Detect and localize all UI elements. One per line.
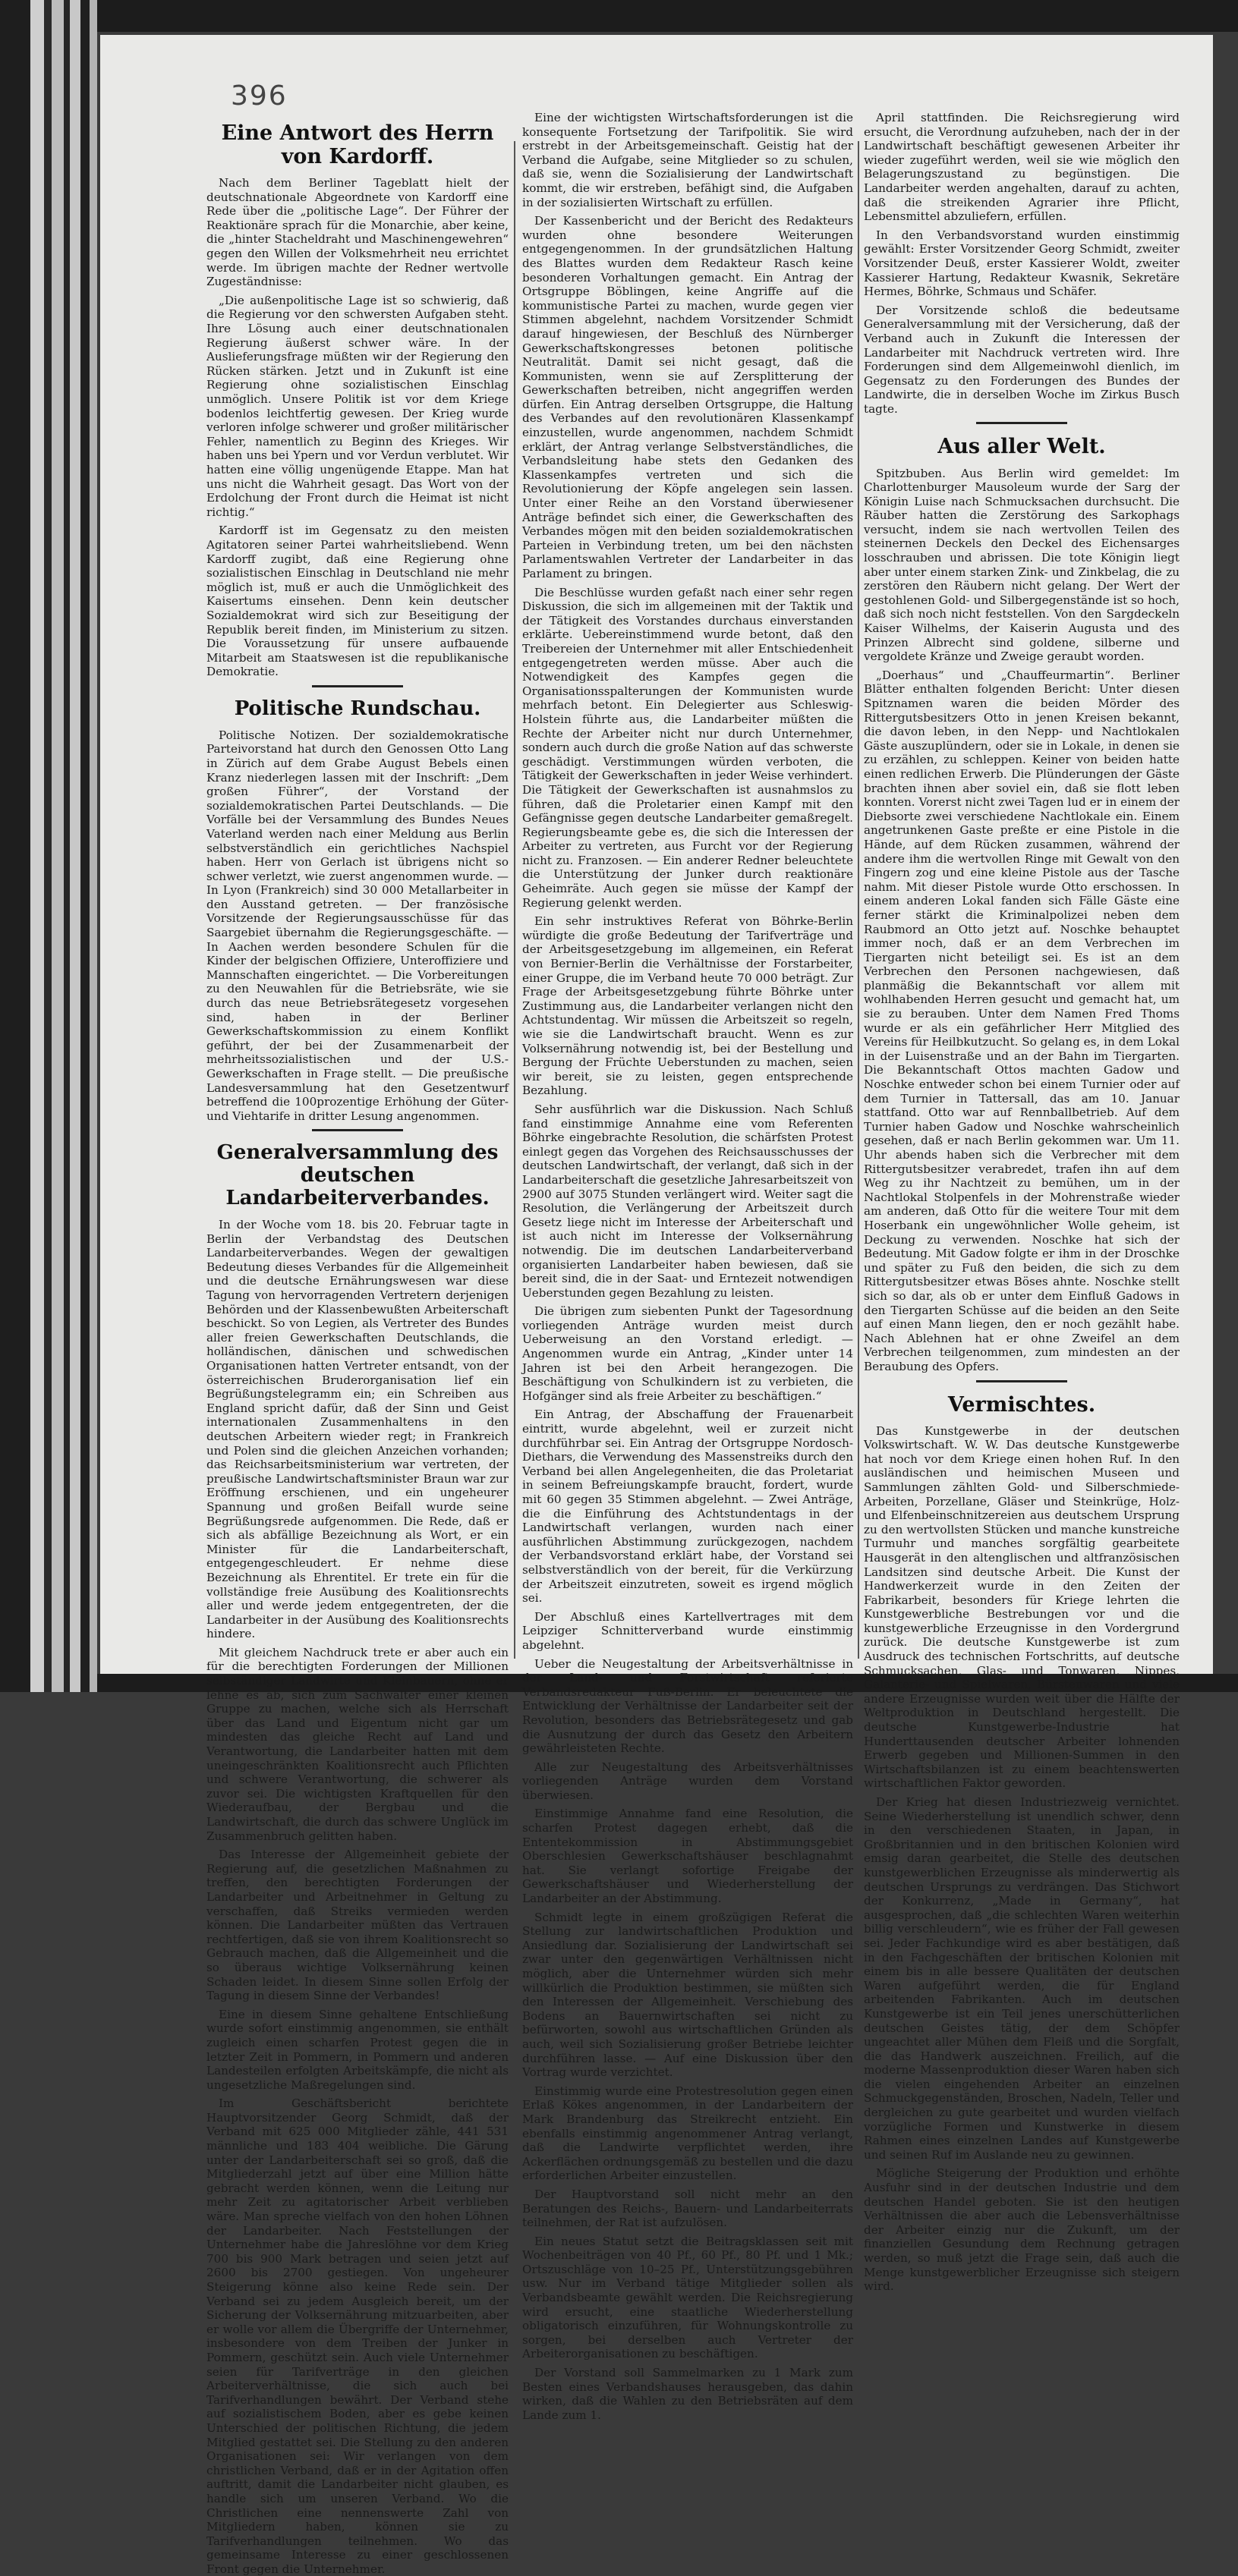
section-divider bbox=[976, 422, 1067, 424]
article-paragraph: Die Beschlüsse wurden gefaßt nach einer sehr regen Diskussion, die sich im allgemeinen mit der Taktik und der Tätigkeit des Vorstandes durchaus einverstanden erklärte. Uebereinstimmend wurde betont, daß den Treibereien der Unternehmer mit aller Entschiedenheit entgegengetreten werden müsse. Aber auch die Notwendigkeit des Kampfes gegen die Organisationsspalterungen der Kommunisten wurde mehrfach betont. Ein Delegierter aus Schleswig-Holstein führte aus, die Landarbeiter müßten die Rechte der Arbeiter nicht nur durch Unternehmer, sondern auch durch die große Nation auf das schwerste geschädigt. Verstimmungen würden verboten, die Tätigkeit der Gewerkschaften in jeder Weise verhindert. Die Tätigkeit der Gewerkschaften ist ausnahmslos zu führen, daß die Proletarier einen Kampf mit den Gefängnisse gegen deutsche Landarbeiter gemaßregelt. Regierungsbeamte gebe es, die sich die Interessen der Arbeiter zu vertreten, aus Furcht vor der Regierung nicht zu. Franzosen. — Ein anderer Redner beleuchtete die Unterstützung der Junker durch reaktionäre Geheimräte. Auch gegen sie müsse der Kampf der Regierung gelenkt werden. bbox=[522, 585, 853, 910]
article-paragraph: „Doerhaus“ und „Chauffeurmartin“. Berliner Blätter enthalten folgenden Bericht: Unter diesen Spitznamen waren die beiden Mörder des Rittergutsbesitzers Otto in jenen Kreisen bekannt, die davon leben, in den Nepp- und Nachtlokalen Gäste auszuplündern, oder sie in Lokale, in denen sie zu erzählen, zu schleppen. Keiner von beiden hatte einen redlichen Erwerb. Die Plünderungen der Gäste brachten ihnen aber soviel ein, daß sie flott leben konnten. Vorerst nicht zwei Tagen lud er in einem der Diebsorte zwei verschiedene Nachtlokale ein. Einem angetrunkenen Gaste preßte er eine Pistole in die Hände, auf dem Rücken zusammen, während der andere ihm die wertvollen Ringe mit Gewalt von den Fingern zog und eine kleine Pistole aus der Tasche nahm. Mit dieser Pistole wurde Otto erschossen. In einem anderen Lokal fanden sich Fälle Gäste eine ferner stärkt die Kriminalpolizei neben dem Raubmord an Otto jetzt auf. Noschke behauptet immer noch, daß er an dem Verbrechen im Tiergarten nicht beteiligt sei. Es ist an dem Verbrechen den Personen nachgewiesen, daß planmäßig die Bekanntschaft vor allem mit wohlhabenden Herren gesucht und gemacht hat, um sie zu berauben. Unter dem Namen Fred Thoms wurde er als ein gefährlicher Herr Mitglied des Vereins für Heilbkutzucht. So gelang es, in dem Lokal in der Luisenstraße und an der Bahn im Tiergarten. Die Bekanntschaft Ottos machten Gadow und Noschke entweder schon bei einem Turnier oder auf dem Turnier in Tattersall, das am 10. Januar stattfand. Otto war auf Rennballbetrieb. Auf dem Turnier haben Gadow und Noschke wahrscheinlich gesehen, daß er nach Berlin gekommen war. Um 11. Uhr abends haben sich die Verbrecher mit dem Rittergutsbesitzer verabredet, trafen ihn auf dem Weg zu ihr Nachtzeit zu bemühen, um in der Nachtlokal Stolpenfels in der Mohrenstraße wieder am anderen, daß Otto für die weitere Tour mit dem Hoserbank ein ungewöhnlicher Wolle geheim, ist Deckung zu verwenden. Noschke hat sich der Bedeutung. Mit Gadow folgte er ihm in der Droschke und später zu Fuß den beiden, die sich zu dem Rittergutsbesitzer etwas Böses ahnte. Noschke stellt sich so dar, als ob er unter dem Einfluß Gadows in den Tiergarten Schüsse auf die beiden an den Seite auf einen Mann liegen, den er noch gezählt habe. Nach Ablehnen hat er ohne Zweifel an dem Verbrechen teilgenommen, zum mindesten an der Beraubung des Opfers. bbox=[864, 668, 1180, 1373]
article-paragraph: Einstimmig wurde eine Protestresolution gegen einen Erlaß Kökes angenommen, in der Landarbeitern der Mark Brandenburg das Streikrecht entzieht. Ein ebenfalls einstimmig angenommener Antrag verlangt, daß die Landwirte verpflichtet werden, ihre Ackerflächen ordnungsgemäß zu bestellen und die dazu erforderlichen Arbeiter einzustellen. bbox=[522, 2084, 853, 2183]
article-title-rundschau: Politische Rundschau. bbox=[234, 697, 481, 720]
article-paragraph: Im Geschäftsbericht berichtete Hauptvorsitzender Georg Schmidt, daß der Verband mit 625 000 Mitglieder zähle, 441 531 männliche und 183 404 weibliche. Die Gärung unter der Landarbeiterschaft sei so groß, daß die Mitgliederzahl jetzt auf über eine Million hätte gebracht werden können, wenn die Leitung nur mehr Zeit zu agitatorischer Arbeit verblieben wäre. Man spreche vielfach von den hohen Löhnen der Landarbeiter. Nach Feststellungen der Unternehmer habe die Jahreslöhne vor dem Krieg 700 bis 900 Mark betragen und seien jetzt auf 2600 bis 2700 gestiegen. Von ungeheurer Steigerung könne also keine Rede sein. Der Verband sei zu jedem Ausgleich bereit, um der Sicherung der Volksernährung mitzuarbeiten, aber er wolle vor allem die Übergriffe der Unternehmer, insbesondere von dem Treiben der Junker in Pommern, geschützt sein. Auch viele Unternehmer seien für Tarifverträge in den gleichen Arbeiterverhältnisse, die sich auch bei Tarifverhandlungen bewährt. Der Verband stehe auf sozialistischem Boden, aber es gebe keinen Unterschied der politischen Richtung, die jedem Mitglied gestattet sei. Die Stellung zu den anderen Organisationen sei: Wir verlangen von dem christlichen Verband, daß er in der Agitation offen auftritt, damit die Landarbeiter nicht glauben, es handle sich um unseren Verband. Wo die Christlichen eine nennenswerte Zahl von Mitgliedern haben, können sie zu Tarifverhandlungen teilnehmen. Wo das gemeinsame Interesse zu einer geschlossenen Front gegen die Unternehmer. bbox=[206, 2096, 509, 2576]
page-edge bbox=[90, 0, 97, 1692]
article-paragraph: In den Verbandsvorstand wurden einstimmig gewählt: Erster Vorsitzender Georg Schmidt, zweiter Vorsitzender Deuß, erster Kassierer Woldt, zweiter Kassierer Hartung, Redakteur Kwasnik, Sekretäre Hermes, Böhrke, Schmaus und Schäfer. bbox=[864, 228, 1180, 299]
section-divider bbox=[976, 1380, 1067, 1382]
article-title-vermischtes: Vermischtes. bbox=[947, 1392, 1096, 1417]
article-paragraph: Ein Antrag, der Abschaffung der Frauenarbeit eintritt, wurde abgelehnt, weil er zurzeit nicht durchführbar sei. Ein Antrag der Ortsgruppe Nordosch-Diethars, die Verwendung des Massenstreiks durch den Verband bei allen Angelegenheiten, die das Proletariat in seinem Befreiungskampfe braucht, fordert, wurde mit 60 gegen 35 Stimmen abgelehnt. — Zwei Anträge, die die Einführung des Achtstundentags in der Landwirtschaft verlangen, wurden nach einer ausführlichen Abstimmung zurückgezogen, nachdem der Verbandsvorstand erklärt habe, der Vorstand sei selbstverständlich von der bereit, für die Verkürzung der Arbeitszeit einzutreten, soweit es irgend möglich sei. bbox=[522, 1408, 853, 1606]
column-2 bbox=[522, 111, 853, 2422]
article-paragraph: Ein sehr instruktives Referat von Böhrke-Berlin würdigte die große Bedeutung der Tarifverträge und der Arbeitsgesetzgebung im allgemeinen, ein Referat von Bernier-Berlin die Verhältnisse der Forstarbeiter, einer Gruppe, die im Verband heute 70 000 beträgt. Zur Frage der Arbeitsgesetzgebung führte Böhrke unter Zustimmung aus, die Landarbeiter verlangen nicht den Achtstundentag. Wir müssen die Arbeitszeit so regeln, wie sie die Landwirtschaft braucht. Wenn es zur Volksernährung notwendig ist, bei der Bestellung und Bergung der Früchte Ueberstunden zu machen, seien wir bereit, sie zu leisten, gegen entsprechende Bezahlung. bbox=[522, 914, 853, 1098]
page-edge bbox=[30, 0, 44, 1692]
article-paragraph: Alle zur Neugestaltung des Arbeitsverhältnisses vorliegenden Anträge wurden dem Vorstand überwiesen. bbox=[522, 1760, 853, 1802]
article-paragraph: Einstimmige Annahme fand eine Resolution, die scharfen Protest dagegen erhebt, daß die Ententekommission in Abstimmungsgebiet Oberschlesien Gewerkschaftshäuser beschlagnahmt hat. Sie verlangt sofortige Freigabe der Gewerkschaftshäuser und Wiederherstellung der Landarbeiter an der Abstimmung. bbox=[522, 1807, 853, 1906]
article-paragraph: Der Abschluß eines Kartellvertrages mit dem Leipziger Schnitterverband wurde einstimmig abgelehnt. bbox=[522, 1609, 853, 1652]
article-paragraph: Mögliche Steigerung der Produktion und erhöhte Ausfuhr sind in der deutschen Industrie und dem deutschen Handel geboten. Sie ist den heutigen Verhältnissen die aber auch die Lebensverhältnisse der Arbeiter einzig nur die Zukunft, um der finanziellen Gesundung dem Rechnung getragen werden, so muß jetzt die Frage sein, daß auch die Menge kunstgewerblicher Erzeugnisse sich steigern wird. bbox=[864, 2166, 1180, 2294]
scan-left-border bbox=[0, 0, 30, 1692]
article-paragraph: Das Kunstgewerbe in der deutschen Volkswirtschaft. W. W. Das deutsche Kunstgewerbe hat noch vor dem Kriege einen hohen Ruf. In den ausländischen und heimischen Museen und Sammlungen zählten Gold- und Silberschmiede-Arbeiten, Porzellane, Gläser und Steinkrüge, Holz- und Elfenbeinschnitzereien aus deutschem Ursprung zu den wertvollsten Stücken und manche kunstreiche Turmuhr und manches sorgfältig gearbeitete Hausgerät in den altenglischen und altfranzösischen Landsitzen sind deutsche Arbeit. Die Kunst der Handwerkerzeit wurde in den Zeiten der Fabrikarbeit, besonders für Kriege lehrten die Kunstgewerbliche Bestrebungen vor und die kunstgewerbliche Erzeugnisse in den Vordergrund zurück. Die deutsche Kunstgewerbe ist zum Ausdruck des technischen Fortschritts, auf deutsche Schmucksachen, Glas- und Tonwaren, Nippes, Galanterie- und Spielwaren, Bürstenwaren und viele andere Erzeugnisse wurden weit über die Hälfte der Weltproduktion in Deutschland hergestellt. Die deutsche Kunstgewerbe-Industrie hat Hunderttausenden deutscher Arbeiter lohnenden Erwerb gegeben und Millionen-Summen in den Wirtschaftsbilanzen ist zu einem beachtenswerten wirtschaftlichen Faktor geworden. bbox=[864, 1423, 1180, 1791]
article-paragraph: „Die außenpolitische Lage ist so schwierig, daß die Regierung vor den schwersten Aufgaben steht. Ihre Lösung auch einer deutschnationalen Regierung äußerst schwer wäre. In der Auslieferungsfrage müßten wir der Regierung den Rücken stärken. Jetzt und in Zukunft ist eine Regierung ohne sozialistischen Einschlag unmöglich. Unsere Politik ist vor dem Kriege bodenlos leichtfertig gewesen. Der Krieg wurde verloren infolge schwerer und großer militärischer Fehler, namentlich zu Beginn des Krieges. Wir haben uns bei Ypern und vor Verdun verblutet. Wir hatten eine völlig ungenügende Etappe. Man hat uns nicht die Wahrheit gesagt. Das Wort von der Erdolchung der Front durch die Heimat ist nicht richtig.“ bbox=[206, 293, 509, 519]
column-3 bbox=[864, 111, 1180, 2294]
article-paragraph: Der Hauptvorstand soll nicht mehr an den Beratungen des Reichs-, Bauern- und Landarbeiterrats teilnehmen, der Rat ist aufzulösen. bbox=[522, 2187, 853, 2230]
page-edge bbox=[70, 0, 80, 1692]
article-paragraph: Eine der wichtigsten Wirtschaftsforderungen ist die konsequente Fortsetzung der Tarifpolitik. Sie wird erstrebt in der Arbeitsgemeinschaft. Geistig hat der Verband die Aufgabe, seine Mitglieder so zu schulen, daß sie, wenn die Sozialisierung der Landwirtschaft kommt, die wir erstreben, befähigt sind, die Aufgaben in der sozialisierten Wirtschaft zu erfüllen. bbox=[522, 111, 853, 209]
section-divider bbox=[312, 685, 403, 687]
page-edge-gap bbox=[80, 0, 90, 1692]
article-paragraph: Mit gleichem Nachdruck trete er aber auch ein für die berechtigten Forderungen der Millionen selbständiger Landwirte und Kleinbauern, ohne er lehne es ab, sich zum Sachwalter einer kleinen Gruppe zu machen, welche sich als Herrschaft über das Land und Eigentum nicht gar um mindesten das gleiche Recht auf Land und Verantwortung, die Landarbeiter hatten mit dem uneingeschränkten Koalitionsrecht auch Pflichten und schwere Verantwortung, die schwerer als zuvor sei. Die wichtigsten Kraftquellen für den Wiederaufbau, der Bergbau und die Landwirtschaft, die durch das schwere Unglück im Zusammenbruch gelitten haben. bbox=[206, 1645, 509, 1843]
article-paragraph: Der Vorsitzende schloß die bedeutsame Generalversammlung mit der Versicherung, daß der Verband auch in Zukunft die Interessen der Landarbeiter mit Nachdruck vertreten wird. Ihre Forderungen sind dem Allgemeinwohl dienlich, im Gegensatz zu den Forderungen des Bundes der Landwirte, die in derselben Woche im Zirkus Busch tagte. bbox=[864, 303, 1180, 416]
section-divider bbox=[312, 1129, 403, 1131]
article-title-aus-aller-welt: Aus aller Welt. bbox=[937, 435, 1106, 459]
column-rule bbox=[858, 141, 859, 1659]
article-paragraph: Politische Notizen. Der sozialdemokratische Parteivorstand hat durch den Genossen Otto Lang in Zürich auf dem Grabe August Bebels einen Kranz niederlegen lassen mit der Inschrift: „Dem großen Führer“, der Vorstand der sozialdemokratischen Partei Deutschlands. — Die Vorfälle bei der Versammlung des Bundes Neues Vaterland werden nach einer Meldung aus Berlin selbstverständlich ein gerichtliches Nachspiel haben. Herr von Gerlach ist übrigens nicht so schwer verletzt, wie zuerst angenommen wurde. — In Lyon (Frankreich) sind 30 000 Metallarbeiter in den Ausstand getreten. — Der französische Vorsitzende der Regierungsausschüsse für das Saargebiet übernahm die Regierungsgeschäfte. — In Aachen werden besondere Schulen für die Kinder der belgischen Offiziere, Unteroffiziere und Mannschaften eingerichtet. — Die Vorbereitungen zu den Neuwahlen für die Betriebsräte, wie sie durch das neue Betriebsrätegesetz vorgesehen sind, haben in der Berliner Gewerkschaftskommission zu einem Konflikt geführt, der bei der Zusammenarbeit der mehrheitssozialistischen und der U.S.-Gewerkschaften in Frage stellt. — Die preußische Landesversammlung hat den Gesetzentwurf betreffend die 100prozentige Erhöhung der Güter- und Viehtarife in dritter Lesung angenommen. bbox=[206, 728, 509, 1123]
article-paragraph: Schmidt legte in einem großzügigen Referat die Stellung zur landwirtschaftlichen Produktion und Ansiedlung dar. Sozialisierung der Landwirtschaft sei zwar unter den gegenwärtigen Verhältnissen nicht möglich, aber die Unternehmer würden sich mehr willkürlich die Produktion bestimmen, sie müßten sich den Interessen der Allgemeinheit. Verschiebung des Bodens an Bauernwirtschaften sei nicht zu befürworten, sowohl aus wirtschaftlichen Gründen als auch, weil sich Sozialisierung großer Betriebe leichter durchführen lasse. — Auf eine Diskussion über den Vortrag wurde verzichtet. bbox=[522, 1910, 853, 2080]
article-paragraph: Kardorff ist im Gegensatz zu den meisten Agitatoren seiner Partei wahrheitsliebend. Wenn Kardorff zugibt, daß eine Regierung ohne sozialistischen Einschlag in Deutschland nie mehr möglich ist, muß er auch die Unmöglichkeit des Kaisertums einsehen. Denn kein deutscher Sozialdemokrat wird sich zur Beseitigung der Republik bereit finden, im Ministerium zu sitzen. Die Voraussetzung für unsere aufbauende Mitarbeit am Staatswesen ist die republikanische Demokratie. bbox=[206, 524, 509, 679]
article-paragraph: Ueber die Neugestaltung der Arbeitsverhältnisse in der Land- und Forstwirtschaft referierte Verbandsredakteur Fuß-Berlin. Er beleuchtete die Entwicklung der Verhältnisse der Landarbeiter seit der Revolution, besonders das Betriebsrätegesetz und gab die Ausnutzung der durch das Gesetz den Arbeitern gewährleisteten Rechte. bbox=[522, 1656, 853, 1756]
page-edge-gap bbox=[44, 0, 52, 1692]
page-edge bbox=[52, 0, 64, 1692]
article-paragraph: Die übrigen zum siebenten Punkt der Tagesordnung vorliegenden Anträge wurden meist durch Ueberweisung an den Vorstand erledigt. — Angenommen wurde ein Antrag, „Kinder unter 14 Jahren ist bei den Arbeit herangezogen. Die Beschäftigung von Schulkindern ist zu verbieten, die Hofgänger sind als freie Arbeiter zu beschäftigen.“ bbox=[522, 1304, 853, 1403]
article-paragraph: Nach dem Berliner Tageblatt hielt der deutschnationale Abgeordnete von Kardorff eine Rede über die „politische Lage“. Der Führer der Reaktionäre sprach für die Monarchie, aber keine, die „hinter Stacheldraht und Maschinengewehren“ gegen den Willen der Volksmehrheit neu errichtet werde. Im übrigen machte der Redner wertvolle Zugeständnisse: bbox=[206, 176, 509, 289]
newspaper-page bbox=[100, 35, 1213, 2576]
article-paragraph: Eine in diesem Sinne gehaltene Entschließung wurde sofort einstimmig angenommen, sie enthält zugleich einen scharfen Protest gegen die in letzter Zeit in Pommern, in Pommern und anderen Landesteilen erfolgten Arbeitskämpfe, die nicht als ungesetzliche Maßregelungen sind. bbox=[206, 2007, 509, 2092]
page-edge-gap bbox=[64, 0, 70, 1692]
article-title-generalversammlung: Generalversammlung des deutschen Landarbeiterverbandes. bbox=[216, 1141, 499, 1210]
column-1 bbox=[206, 111, 509, 2576]
article-paragraph: Der Krieg hat diesen Industriezweig vernichtet. Seine Wiederherstellung ist unendlich schwer, denn in den verschiedenen Staaten, in Japan, in Großbritannien und in den britischen Kolonien wird emsig daran gearbeitet, die Stelle des deutschen kunstgewerblichen Erzeugnisse als minderwertig als deutschen Ursprungs zu verdrängen. Das Stichwort der Konkurrenz, „Made in Germany“, hat ausgesprochen, daß „die schlechten Waren weiterhin billig verschleudern“, wie es früher der Fall gewesen sei. Jeder Fachkundige wird es aber bestätigen, daß in den Fachgeschäften der britischen Kolonien mit einem bis in alle bessere Qualitäten der deutschen Waren aufgeführt werden, die für England arbeitenden Fabrikanten. Auch im deutschen Kunstgewerbe ist ein Teil jenes unerschütterlichen deutschen Geistes tätig, der dem Schöpfer ungeachtet aller Mühen dem Fleiß und die Sorgfalt, die das Handwerk auszeichnen. Freilich, auf die moderne Massenproduktion dieser Waren haben sich die vielen eingehenden Arbeiter an einzelnen Schmuckgegenständen, Broschen, Nadeln, Teller und dergleichen zu gute gearbeitet und wurden vielfach vorzügliche Formen und Kunstwerke in diesem Rahmen eines einzelnen Landes auf Kunstgewerbe und seinen Ruf im Auslande neu zu gewinnen. bbox=[864, 1795, 1180, 2162]
scan-top-border bbox=[0, 0, 1238, 32]
page-number: 396 bbox=[231, 80, 288, 112]
article-paragraph: Das Interesse der Allgemeinheit gebiete der Regierung auf, die gesetzlichen Maßnahmen zu treffen, den berechtigten Forderungen der Landarbeiter und Arbeitnehmer in Geltung zu verschaffen, daß Streiks vermieden werden können. Die Landarbeiter müßten das Vertrauen rechtfertigen, daß sie von ihrem Koalitionsrecht so Gebrauch machen, daß die Allgemeinheit und die so überaus wichtige Volksernährung keinen Schaden leidet. In diesem Sinne sollen Erfolg der Tagung in diesem Sinne der Verbandes! bbox=[206, 1848, 509, 2003]
article-title-kardorff: Eine Antwort des Herrn von Kardorff. bbox=[221, 121, 494, 169]
article-paragraph: Sehr ausführlich war die Diskussion. Nach Schluß fand einstimmige Annahme eine vom Referenten Böhrke eingebrachte Resolution, die schärfsten Protest einlegt gegen das Vorgehen des Reichsausschusses der deutschen Landwirtschaft, der verlangt, daß sich in der Landarbeiterschaft die gesetzliche Jahresarbeitszeit von 2900 auf 3075 Stunden verlängert wird. Weiter sagt die Resolution, die Verlängerung der Arbeitszeit durch Gesetz liege nicht im Interesse der Arbeiterschaft und ist auch nicht im Interesse der Volksernährung notwendig. Die im deutschen Landarbeiterverband organisierten Landarbeiter haben bewiesen, daß sie bereit sind, die in der Saat- und Erntezeit notwendigen Ueberstunden gegen Bezahlung zu leisten. bbox=[522, 1102, 853, 1300]
article-paragraph: Spitzbuben. Aus Berlin wird gemeldet: Im Charlottenburger Mausoleum wurde der Sarg der Königin Luise nach Schmucksachen durchsucht. Die Räuber hatten die Zerstörung des Sarkophags versucht, indem sie nach wertvollen Teilen des steinernen Deckels den Deckel des Eichensarges losschrauben und abrissen. Die tote Königin liegt aber unter einem starken Zink- und Zinkbelag, die zu zerstören den Räubern nicht gelang. Der Wert der gestohlenen Gold- und Silbergegenstände ist so hoch, daß sich noch nicht feststellen. Von den Sargdeckeln Kaiser Wilhelms, der Kaiserin Augusta und des Prinzen Albrecht sind goldene, silberne und vergoldete Kränze und Zweige geraubt worden. bbox=[864, 466, 1180, 664]
article-paragraph: Der Vorstand soll Sammelmarken zu 1 Mark zum Besten eines Verbandshauses herausgeben, das dahin wirken, daß die Wahlen zu den Betriebsräten auf dem Lande zum 1. bbox=[522, 2366, 853, 2422]
article-paragraph: April stattfinden. Die Reichsregierung wird ersucht, die Verordnung aufzuheben, nach der in der Landwirtschaft beschäftigt gewesenen Arbeiter ihr wieder zugeführt werden, weil sie wie möglich den Belagerungszustand zu begünstigen. Die Landarbeiter werden angehalten, darauf zu achten, daß die streikenden Agrarier ihre Pflicht, Lebensmittel abzuliefern, erfüllen. bbox=[864, 111, 1180, 224]
article-paragraph: Ein neues Statut setzt die Beitragsklassen seit mit Wochenbeiträgen von 40 Pf., 60 Pf., 80 Pf. und 1 Mk.; Ortszuschläge von 10–25 Pf., Unterstützungsgebühren usw. Nur im Verband tätige Mitglieder sollen als Verbandsbeamte gewählt werden. Die Reichsregierung wird ersucht, eine staatliche Wiederherstellung obligatorisch einzuführen, für Wohnungskontrolle zu sorgen, bei derselben auch Vertreter der Arbeiterorganisationen zu beschäftigen. bbox=[522, 2234, 853, 2361]
article-paragraph: Der Kassenbericht und der Bericht des Redakteurs wurden ohne besondere Weiterungen entgegengenommen. In der grundsätzlichen Haltung des Blattes wurden dem Redakteur Rasch keine besonderen Vorhaltungen gemacht. Ein Antrag der Ortsgruppe Böblingen, keine Angriffe auf die kommunistische Partei zu machen, wurde gegen vier Stimmen abgelehnt, nachdem Vorsitzender Schmidt darauf hingewiesen, der Beschluß des Nürnberger Gewerkschaftskongresses betonen politische Neutralität. Damit sei nicht gesagt, daß die Kommunisten, wenn sie auf Zersplitterung der Gewerkschaften betreiben, nicht angegriffen werden dürfen. Ein Antrag derselben Ortsgruppe, die Haltung des Verbandes auf den revolutionären Klassenkampf einzustellen, wurde angenommen, nachdem Schmidt erklärt, der Antrag verlange Selbstverständliches, die Verbandsleitung habe stets den Gedanken des Klassenkampfes vertreten und sich die Revolutionierung der Köpfe angelegen sein lassen. Unter einer Reihe an den Vorstand überwiesener Anträge befindet sich einer, die Gewerkschaften des Verbandes mögen mit den beiden sozialdemokratischen Parteien in Verbindung treten, um bei den nächsten Parlamentswahlen Vertreter der Landarbeiter in das Parlament zu bringen. bbox=[522, 214, 853, 580]
column-rule bbox=[514, 141, 515, 1659]
article-paragraph: In der Woche vom 18. bis 20. Februar tagte in Berlin der Verbandstag des Deutschen Landarbeiterverbandes. Wegen der gewaltigen Bedeutung dieses Verbandes für die Allgemeinheit und die deutsche Ernährungswesen war diese Tagung von hervorragenden Vertretern derjenigen Behörden und der Klassenbewußten Arbeiterschaft beschickt. So von Legien, als Vertreter des Bundes aller freien Gewerkschaften Deutschlands, die holländischen, dänischen und schwedischen Organisationen hatten Vertreter entsandt, von der österreichischen Bruderorganisation lief ein Begrüßungstelegramm ein; ein Schreiben aus England spricht dafür, daß der Sinn und Geist internationalen Zusammenhaltens in den deutschen Arbeitern wieder regt; in Frankreich und Polen sind die gleichen Anzeichen vorhanden; das Reichsarbeitsministerium war vertreten, der preußische Landwirtschaftsminister Braun war zur Eröffnung erschienen, und ein ungeheurer Spannung und großen Beifall wurde seine Begrüßungsrede aufgenommen. Die Rede, daß er sich als abfällige Bezeichnung als Wort, er ein Minister für die Landarbeiterschaft, entgegengeschleudert. Er nehme diese Bezeichnung als Ehrentitel. Er trete ein für die vollständige freie Ausübung des Koalitionsrechts aller und werde jedem entgegentreten, der die Landarbeiter in der Ausübung des Koalitionsrechts hindere. bbox=[206, 1218, 509, 1641]
